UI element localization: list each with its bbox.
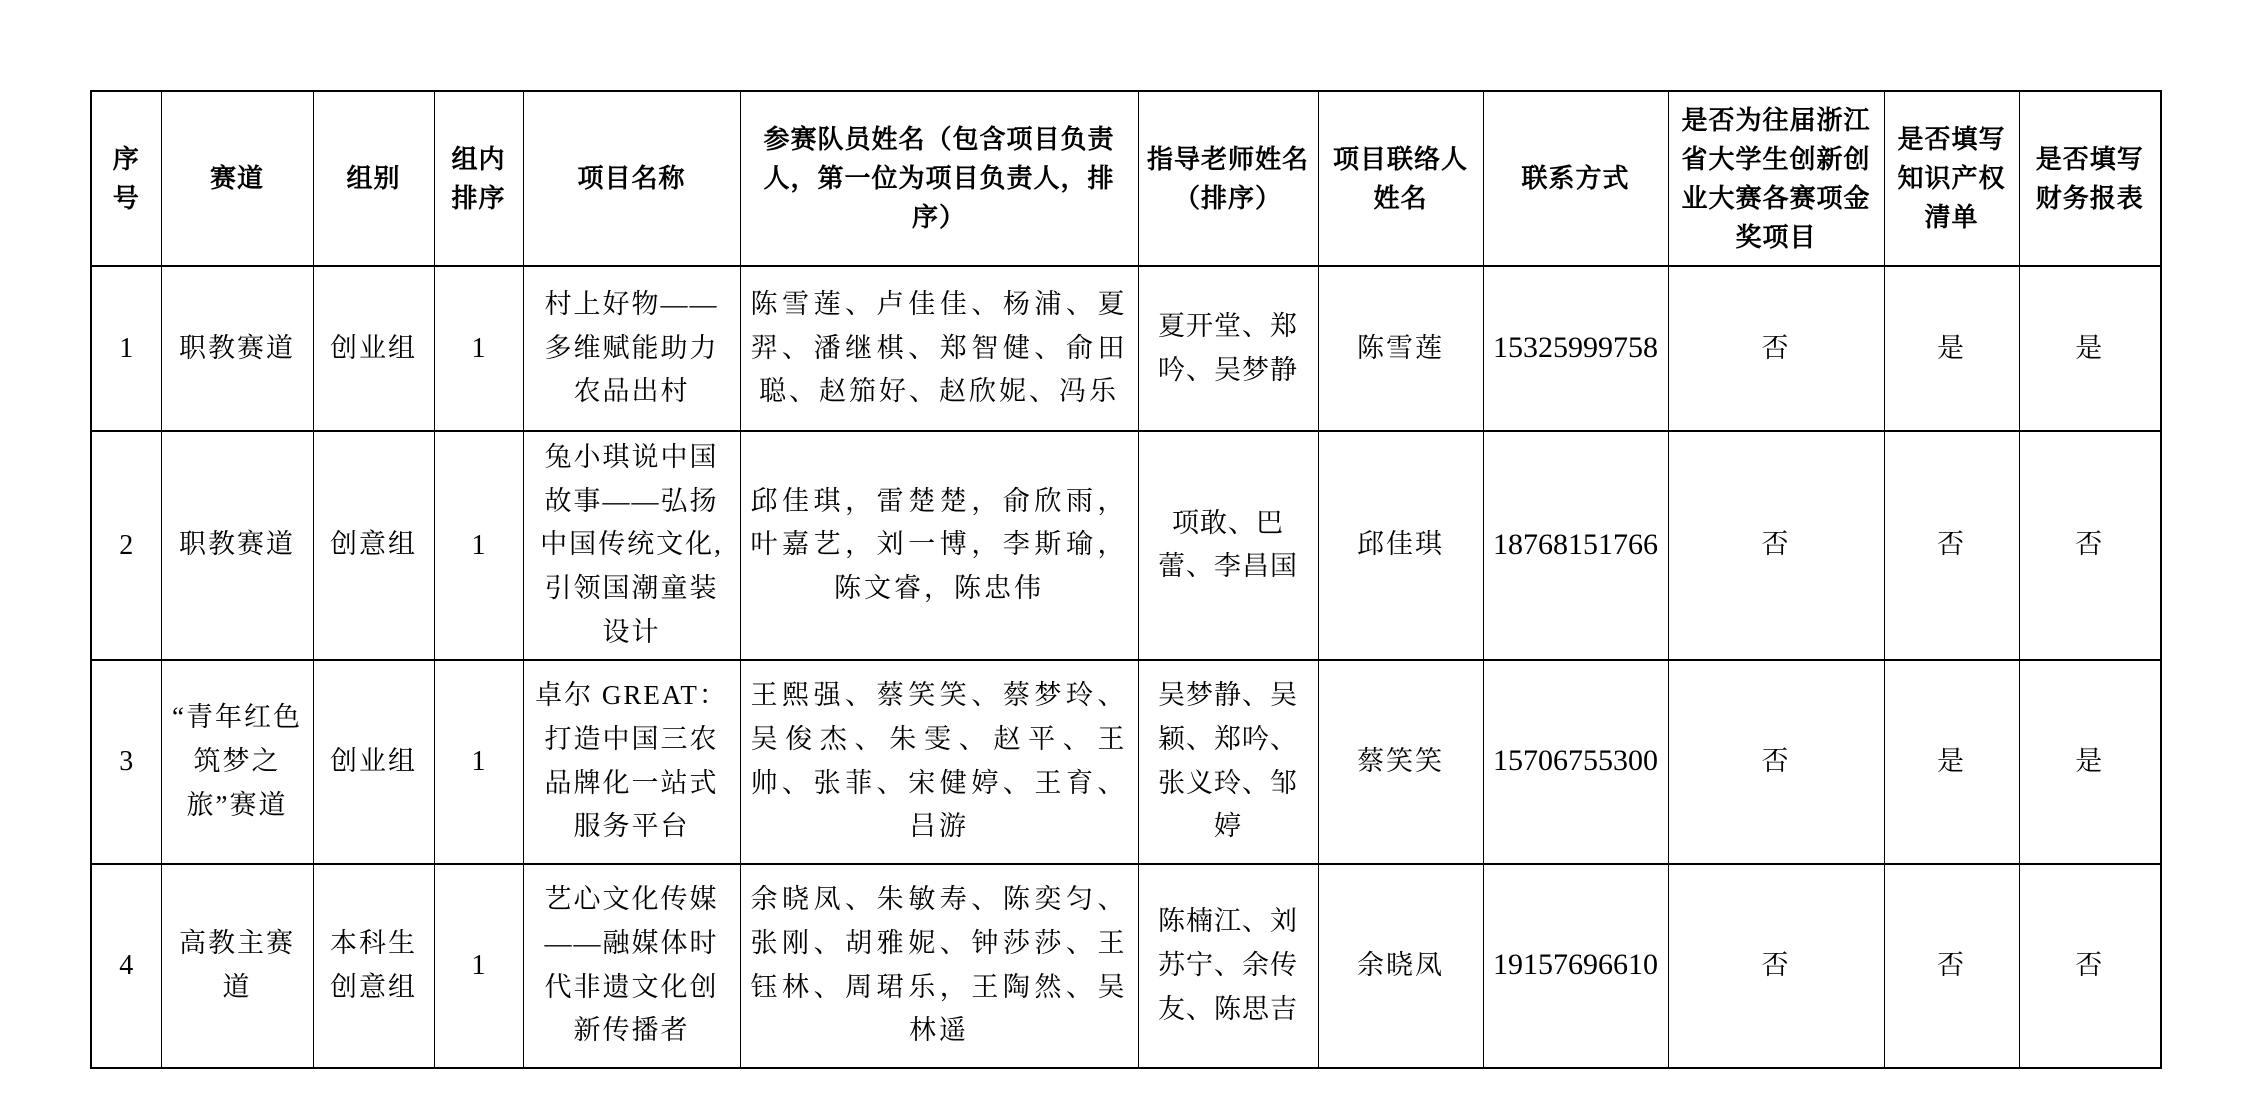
column-header-group: 组别 [313,91,434,266]
table-row [91,660,2161,864]
cell-financial-report: 否 [2019,864,2161,1068]
cell-team-members: 王熙强、蔡笑笑、蔡梦玲、吴俊杰、朱雯、赵平、王帅、张菲、宋健婷、王育、吕游 [740,660,1138,864]
cell-past-gold-award: 否 [1668,266,1884,431]
cell-project-name: 村上好物——多维赋能助力农品出村 [523,266,740,431]
cell-team-members: 余晓凤、朱敏寿、陈奕匀、张刚、胡雅妮、钟莎莎、王钰林、周珺乐，王陶然、吴林遥 [740,864,1138,1068]
cell-contact-name: 蔡笑笑 [1318,660,1483,864]
cell-phone: 15706755300 [1483,660,1668,864]
cell-past-gold-award: 否 [1668,431,1884,660]
column-header-team-members: 参赛队员姓名（包含项目负责人，第一位为项目负责人，排序） [740,91,1138,266]
cell-rank-in-group: 1 [434,660,523,864]
cell-track: “青年红色筑梦之旅”赛道 [161,660,313,864]
table-row [91,266,2161,431]
cell-project-name: 艺心文化传媒——融媒体时代非遗文化创新传播者 [523,864,740,1068]
cell-rank-in-group: 1 [434,864,523,1068]
cell-project-name: 卓尔 GREAT： 打造中国三农品牌化一站式服务平台 [523,660,740,864]
column-header-financial-report: 是否填写财务报表 [2019,91,2161,266]
cell-past-gold-award: 否 [1668,660,1884,864]
cell-group: 创意组 [313,431,434,660]
cell-track: 高教主赛道 [161,864,313,1068]
table-row [91,864,2161,1068]
column-header-project-name: 项目名称 [523,91,740,266]
cell-rank-in-group: 1 [434,431,523,660]
cell-advisors: 吴梦静、吴颖、郑吟、张义玲、邹婷 [1138,660,1318,864]
cell-advisors: 项敢、巴蕾、李昌国 [1138,431,1318,660]
header-row [91,91,2161,266]
cell-financial-report: 是 [2019,266,2161,431]
cell-contact-name: 邱佳琪 [1318,431,1483,660]
column-header-index: 序号 [91,91,161,266]
cell-rank-in-group: 1 [434,266,523,431]
cell-advisors: 夏开堂、郑吟、吴梦静 [1138,266,1318,431]
table-body [91,266,2161,1068]
column-header-track: 赛道 [161,91,313,266]
cell-phone: 19157696610 [1483,864,1668,1068]
cell-advisors: 陈楠江、刘苏宁、余传友、陈思吉 [1138,864,1318,1068]
column-header-phone: 联系方式 [1483,91,1668,266]
cell-ip-list: 是 [1884,660,2019,864]
cell-group: 本科生创意组 [313,864,434,1068]
column-header-rank-in-group: 组内排序 [434,91,523,266]
cell-team-members: 邱佳琪，雷楚楚，俞欣雨，叶嘉艺，刘一博，李斯瑜，陈文睿，陈忠伟 [740,431,1138,660]
column-header-advisors: 指导老师姓名（排序） [1138,91,1318,266]
cell-track: 职教赛道 [161,266,313,431]
cell-phone: 18768151766 [1483,431,1668,660]
cell-financial-report: 否 [2019,431,2161,660]
cell-index: 4 [91,864,161,1068]
cell-phone: 15325999758 [1483,266,1668,431]
column-header-contact-name: 项目联络人姓名 [1318,91,1483,266]
cell-contact-name: 陈雪莲 [1318,266,1483,431]
competition-roster-table [90,90,2162,1069]
cell-index: 2 [91,431,161,660]
cell-team-members: 陈雪莲、卢佳佳、杨浦、夏羿、潘继棋、郑智健、俞田聪、赵笳好、赵欣妮、冯乐 [740,266,1138,431]
table-header [91,91,2161,266]
column-header-ip-list: 是否填写知识产权清单 [1884,91,2019,266]
cell-track: 职教赛道 [161,431,313,660]
cell-ip-list: 是 [1884,266,2019,431]
cell-group: 创业组 [313,266,434,431]
table-row [91,431,2161,660]
cell-index: 1 [91,266,161,431]
cell-contact-name: 余晓凤 [1318,864,1483,1068]
cell-ip-list: 否 [1884,431,2019,660]
cell-ip-list: 否 [1884,864,2019,1068]
cell-financial-report: 是 [2019,660,2161,864]
cell-index: 3 [91,660,161,864]
cell-past-gold-award: 否 [1668,864,1884,1068]
cell-group: 创业组 [313,660,434,864]
column-header-past-gold-award: 是否为往届浙江省大学生创新创业大赛各赛项金奖项目 [1668,91,1884,266]
cell-project-name: 兔小琪说中国故事——弘扬中国传统文化,引领国潮童装设计 [523,431,740,660]
